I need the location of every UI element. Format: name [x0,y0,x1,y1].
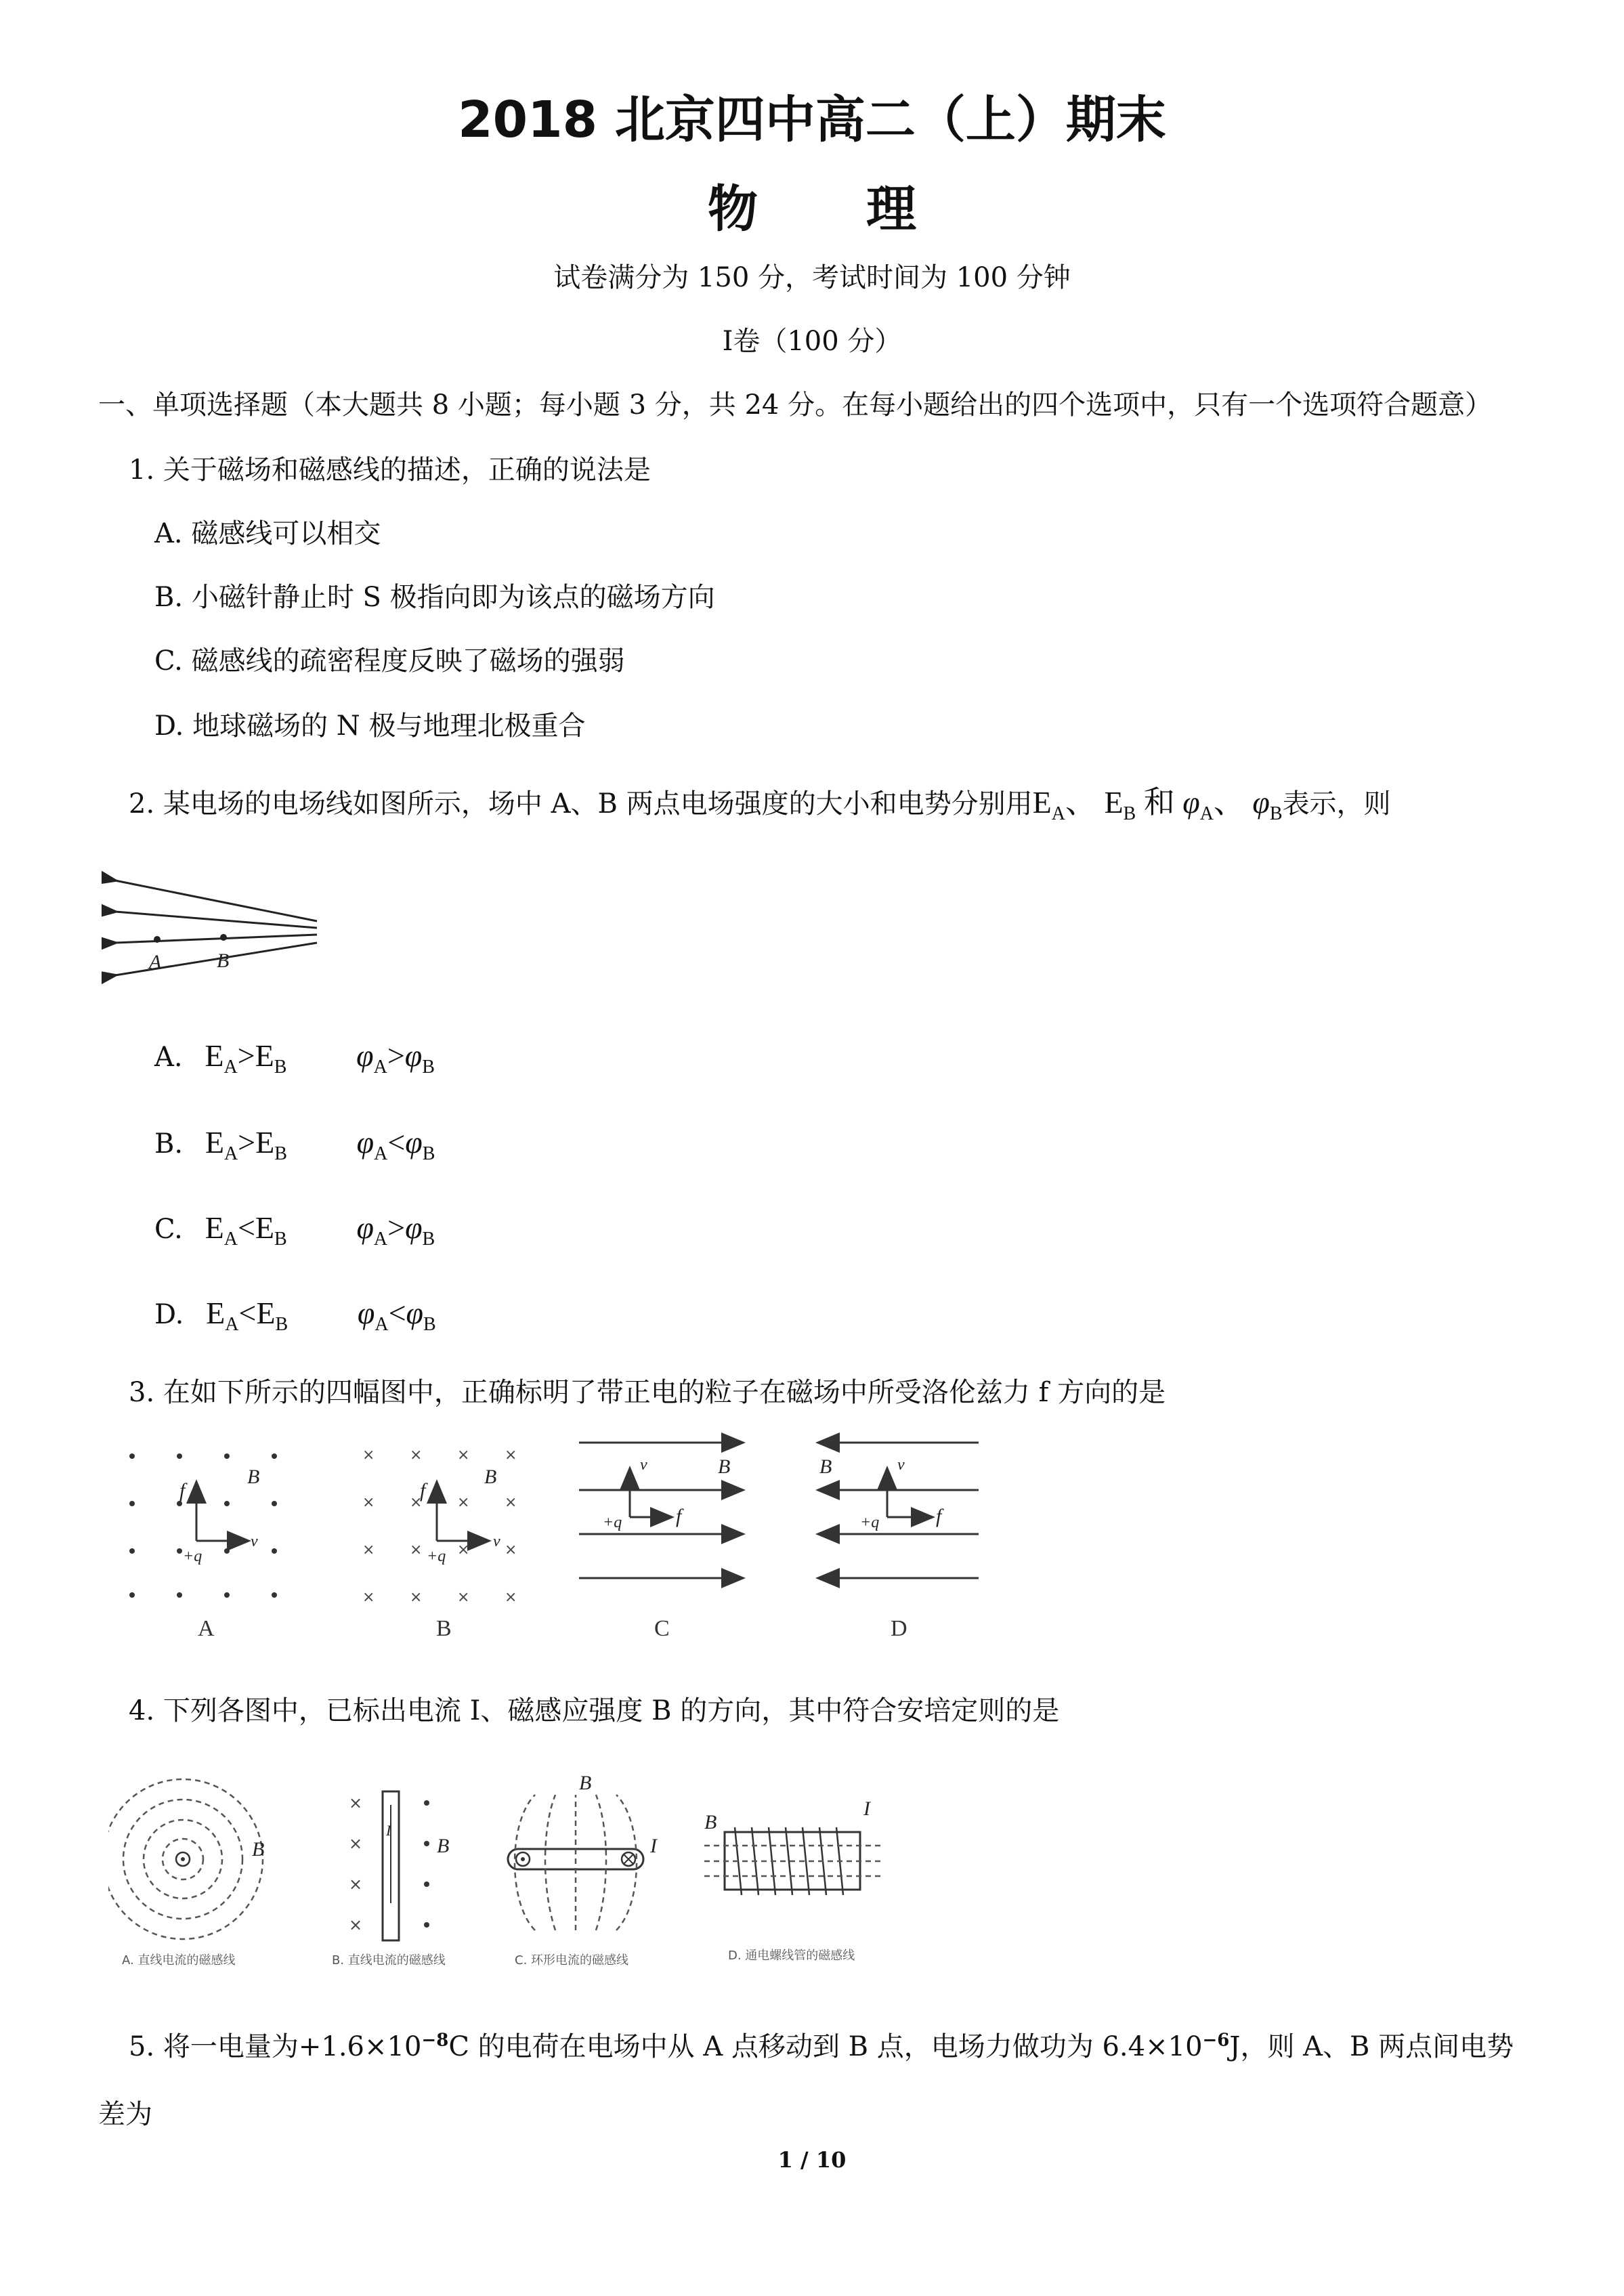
svg-text:I: I [863,1798,870,1820]
q2-field-line-figure [102,860,332,996]
svg-text:×: × [362,1589,375,1606]
point-a-label: A [149,951,162,973]
svg-text:I: I [386,1822,391,1839]
svg-text:f: f [676,1505,682,1527]
q1-option-b: B. 小磁针静止时 S 极指向即为该点的磁场方向 [154,582,715,613]
q2-option-c: C. $E_A<E_B$ $\varphi_A>\varphi_B$ [154,1210,435,1250]
q3-stem: 3. 在如下所示的四幅图中，正确标明了带正电的粒子在磁场中所受洛伦兹力 f 方向的是 [129,1377,1166,1408]
q5-text-1: 5. 将一电量为+1.6×10 [129,2031,422,2062]
svg-text:B: B [252,1838,265,1861]
page-number: 1 / 10 [777,2147,847,2173]
q2-c-e-relation: < [237,1210,255,1245]
q2-d-phi-relation: < [388,1296,406,1330]
q4-figure-a [108,1779,263,1939]
svg-text:I: I [650,1835,657,1857]
svg-text:B: B [718,1455,731,1478]
svg-text:×: × [505,1542,517,1558]
svg-text:×: × [457,1589,470,1606]
q4-caption-b: B. 直线电流的磁感线 [332,1953,446,1968]
svg-text:×: × [505,1589,517,1606]
q5-stem-line1 [129,2025,1514,2064]
q2-option-b-letter: B. [154,1128,184,1160]
q2-b-e-relation: > [238,1125,256,1160]
exam-info: 试卷满分为 150 分，考试时间为 100 分钟 [553,262,1071,293]
subject-title: 物理 [708,180,1025,238]
svg-text:×: × [457,1494,470,1511]
svg-text:×: × [349,1875,363,1894]
q3-label-c: C [654,1616,670,1641]
q2-stem [129,778,1391,825]
q2-b-phi-relation: < [387,1125,406,1160]
q4-figure-b [349,1791,449,1940]
svg-text:+q: +q [427,1548,446,1565]
svg-text:v: v [640,1456,647,1474]
svg-text:+q: +q [860,1514,880,1531]
q5-text-2: C 的电荷在电场中从 A 点移动到 B 点，电场力做功为 6.4×10 [448,2031,1203,2062]
q2-option-b: B. $E_A>E_B$ $\varphi_A<\varphi_B$ [154,1125,435,1164]
q4-stem: 4. 下列各图中，已标出电流 I、磁感应强度 B 的方向，其中符合安培定则的是 [129,1695,1060,1726]
q3-label-d: D [891,1616,907,1641]
svg-text:×: × [457,1447,470,1464]
q3-figures [102,1429,996,1653]
svg-text:B: B [704,1811,717,1833]
svg-text:×: × [362,1542,375,1558]
svg-text:×: × [349,1834,363,1853]
q3-label-b: B [436,1616,452,1641]
svg-text:×: × [349,1793,363,1812]
field-line-3 [115,935,317,943]
svg-text:v: v [897,1456,905,1474]
exam-title: 2018 北京四中高二（上）期末 [458,91,1166,149]
q1-stem: 1. 关于磁场和磁感线的描述，正确的说法是 [129,454,651,486]
q4-caption-d: D. 通电螺线管的磁感线 [728,1949,855,1963]
q2-option-c-letter: C. [154,1214,183,1245]
q1-option-a: A. 磁感线可以相交 [154,518,381,549]
svg-text:B: B [437,1835,450,1857]
q5-stem-line2: 差为 [98,2099,152,2130]
svg-text:×: × [349,1915,363,1934]
q3-panel-a [129,1453,277,1641]
q4-caption-c: C. 环形电流的磁感线 [515,1953,629,1968]
svg-text:×: × [505,1494,517,1511]
svg-text:×: × [362,1494,375,1511]
svg-text:B: B [484,1466,497,1488]
svg-text:×: × [362,1447,375,1464]
point-a-dot [154,936,161,943]
part-heading: Ⅰ卷（100 分） [722,326,902,357]
q1-option-c: C. 磁感线的疏密程度反映了磁场的强弱 [154,645,625,677]
q4-caption-a: A. 直线电流的磁感线 [122,1953,236,1968]
q2-option-d: D. $E_A<E_B$ $\varphi_A<\varphi_B$ [154,1296,436,1335]
q5-text-3: J，则 A、B 两点间电势 [1229,2031,1514,2062]
q2-stem-end: 表示，则 [1282,788,1391,820]
svg-text:f: f [936,1505,942,1527]
q5-exponent-1: −8 [421,2030,449,2051]
svg-text:×: × [457,1542,470,1558]
q4-figures [108,1768,921,1971]
svg-text:×: × [410,1589,423,1606]
svg-text:f: f [179,1479,186,1502]
svg-text:v: v [493,1533,500,1550]
q3-panel-b [362,1447,517,1641]
q2-option-a-letter: A. [154,1042,183,1073]
svg-text:×: × [410,1494,423,1511]
q3-panel-c [579,1443,742,1641]
q1-option-d: D. 地球磁场的 N 极与地理北极重合 [154,710,586,742]
point-b-dot [220,934,227,941]
field-line-4 [115,943,317,975]
svg-text:×: × [410,1542,423,1558]
q2-option-a: A. $E_A>E_B$ $\varphi_A>\varphi_B$ [154,1038,435,1078]
svg-text:×: × [410,1447,423,1464]
q4-figure-d [704,1798,880,1895]
svg-text:B: B [819,1455,832,1478]
q2-c-phi-relation: > [387,1210,406,1245]
q5-exponent-2: −6 [1202,2030,1230,2051]
svg-text:×: × [505,1447,517,1464]
q2-stem-text: 2. 某电场的电场线如图所示，场中 A、B 两点电场强度的大小和电势分别用 [129,788,1033,820]
q4-figure-c [508,1772,658,1930]
q3-panel-d [819,1443,979,1641]
svg-text:+q: +q [183,1548,202,1565]
svg-text:f: f [420,1479,426,1502]
svg-text:v: v [251,1533,258,1550]
svg-text:+q: +q [603,1514,622,1531]
q2-option-d-letter: D. [154,1299,184,1330]
svg-text:B: B [579,1772,592,1794]
svg-text:B: B [247,1466,260,1488]
point-b-label: B [217,950,230,972]
q2-a-phi-relation: > [387,1038,405,1073]
q2-a-e-relation: > [237,1038,255,1073]
q2-stem-symbols: $E_A$、 $E_B$ 和 $\varphi_A$、 $\varphi_B$ [1032,785,1283,824]
section-heading: 一、单项选择题（本大题共 8 小题；每小题 3 分，共 24 分。在每小题给出的四个选项中，只有一个选项符合题意） [98,389,1493,421]
q2-d-e-relation: < [238,1296,257,1330]
q3-label-a: A [198,1616,215,1641]
